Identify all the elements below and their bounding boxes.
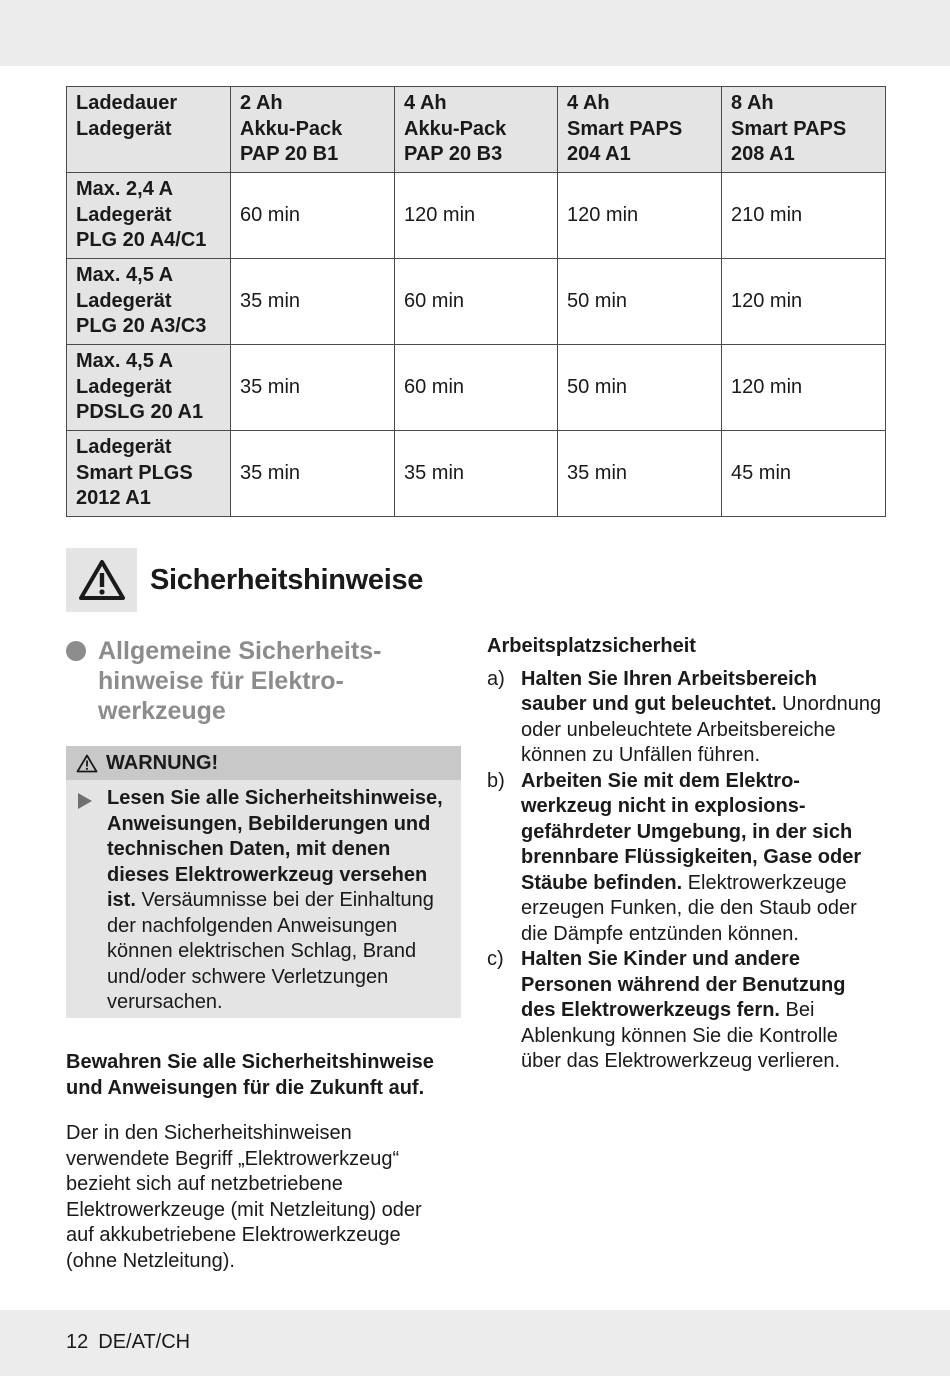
warning-header bbox=[66, 746, 461, 780]
list-item-text: Halten Sie Ihren Arbeitsbereich sauber und gut beleuchtet. Unordnung oder unbeleuchtete Arbeitsbereiche können zu Unfällen führen. bbox=[521, 667, 882, 766]
section-icon-box bbox=[66, 548, 137, 612]
table-cell: 50 min bbox=[558, 259, 722, 345]
table-row bbox=[67, 173, 886, 259]
row-label: Max. 2,4 A Ladegerät PLG 20 A4/C1 bbox=[67, 173, 231, 259]
header-cell-4ah-pap20b3: 4 Ah Akku-Pack PAP 20 B3 bbox=[395, 87, 558, 173]
warning-title: WARNUNG! bbox=[106, 751, 219, 774]
table-header-row bbox=[67, 87, 886, 173]
table-cell: 60 min bbox=[231, 173, 395, 259]
table-row bbox=[67, 259, 886, 345]
top-band bbox=[0, 0, 950, 66]
list-item bbox=[487, 769, 887, 948]
table-cell: 60 min bbox=[395, 345, 558, 431]
warning-body: Lesen Sie alle Sicherheitshinweise, Anweisungen, Bebilderungen und technischen Daten, mit denen dieses Elektrowerkzeug versehen ist. Versäumnisse bei der Einhaltung der nachfolgenden Anweisungen können elektrischen Schlag, Brand und/oder schwere Verletzungen verursachen. bbox=[66, 780, 461, 1016]
table-cell: 60 min bbox=[395, 259, 558, 345]
table-cell: 120 min bbox=[558, 173, 722, 259]
header-cell-2ah-pap20b1: 2 Ah Akku-Pack PAP 20 B1 bbox=[231, 87, 395, 173]
table-cell: 35 min bbox=[231, 431, 395, 517]
header-cell-8ah-paps208: 8 Ah Smart PAPS 208 A1 bbox=[722, 87, 886, 173]
warning-small-icon bbox=[76, 754, 98, 773]
table-cell: 35 min bbox=[231, 345, 395, 431]
list-item-text: Arbeiten Sie mit dem Elektro- werkzeug nicht in explosions- gefährdeter Umgebung, in der sich brennbare Flüssigkeiten, Gase oder Stäube befinden. Elektrowerkzeuge erzeugen Funken, die den Staub oder die Dämpfe entzünden können. bbox=[521, 769, 862, 945]
table-cell: 120 min bbox=[395, 173, 558, 259]
page-footer bbox=[66, 1331, 190, 1354]
page-number: 12 bbox=[66, 1331, 89, 1353]
table-row bbox=[67, 345, 886, 431]
section-title: Sicherheitshinweise bbox=[150, 563, 424, 596]
table-cell: 120 min bbox=[722, 259, 886, 345]
header-cell-4ah-paps204: 4 Ah Smart PAPS 204 A1 bbox=[558, 87, 722, 173]
subsection-title: Allgemeine Sicherheits- hinweise für Elektro- werkzeuge bbox=[98, 637, 382, 725]
workplace-heading: Arbeitsplatzsicherheit bbox=[487, 635, 696, 657]
table-cell: 50 min bbox=[558, 345, 722, 431]
row-label: Max. 4,5 A Ladegerät PDSLG 20 A1 bbox=[67, 345, 231, 431]
definition-paragraph: Der in den Sicherheitshinweisen verwendete Begriff „Elektrowerkzeug“ bezieht sich auf netzbetriebene Elektrowerkzeuge (mit Netzleitung) oder auf akkubetriebene Elektrowerkzeuge (ohne Netzleitung). bbox=[66, 1122, 422, 1272]
table-cell: 45 min bbox=[722, 431, 886, 517]
table-cell: 210 min bbox=[722, 173, 886, 259]
list-item-label: c) bbox=[487, 948, 504, 970]
list-item bbox=[487, 667, 887, 769]
bullet-dot-icon bbox=[66, 641, 86, 661]
row-label: Max. 4,5 A Ladegerät PLG 20 A3/C3 bbox=[67, 259, 231, 345]
subsection-heading bbox=[66, 636, 446, 726]
table-row bbox=[67, 431, 886, 517]
arrow-right-icon bbox=[77, 793, 93, 809]
list-item-label: b) bbox=[487, 769, 505, 792]
table-cell: 35 min bbox=[231, 259, 395, 345]
table-cell: 35 min bbox=[558, 431, 722, 517]
list-item bbox=[487, 947, 887, 1075]
section-heading bbox=[66, 548, 423, 612]
workplace-safety-section bbox=[487, 634, 887, 1075]
charging-time-table bbox=[66, 86, 886, 517]
warning-box bbox=[66, 746, 461, 1018]
row-label: Ladegerät Smart PLGS 2012 A1 bbox=[67, 431, 231, 517]
table-cell: 120 min bbox=[722, 345, 886, 431]
warning-triangle-icon bbox=[78, 559, 126, 601]
header-cell-ladedauer: Ladedauer Ladegerät bbox=[67, 87, 231, 173]
table-cell: 35 min bbox=[395, 431, 558, 517]
keep-instructions-note: Bewahren Sie alle Sicherheitshinweise und Anweisungen für die Zukunft auf. bbox=[66, 1051, 434, 1099]
locale-label: DE/AT/CH bbox=[98, 1331, 191, 1353]
list-item-label: a) bbox=[487, 667, 505, 690]
list-item-text: Halten Sie Kinder und andere Personen während der Benutzung des Elektrowerkzeugs fern. Bei Ablenkung können Sie die Kontrolle über das Elektrowerkzeug verlieren. bbox=[521, 948, 846, 1072]
